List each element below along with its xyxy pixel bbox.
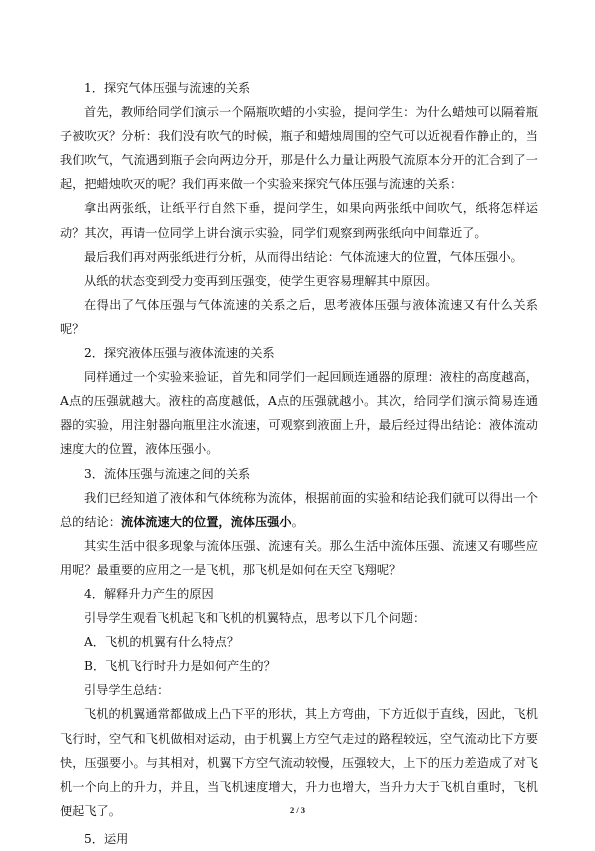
paragraph: 最后我们再对两张纸进行分析，从而得出结论：气体流速大的位置，气体压强小。 [84, 249, 523, 264]
paragraph: 在得出了气体压强与气体流速的关系之后，思考液体压强与液体流速又有什么关系呢？ [60, 297, 538, 336]
paragraph: 引导学生总结： [84, 683, 170, 698]
question-a: A．飞机的机翼有什么特点？ [84, 635, 240, 650]
conclusion-bold: 流体流速大的位置，流体压强小 [120, 514, 292, 529]
paragraph: 其实生活中很多现象与流体压强、流速有关。那么生活中流体压强、流速又有哪些应用呢？最重要的应用之一是飞机，那飞机是如何在天空飞翔呢？ [60, 538, 538, 577]
section-heading-3: 3．流体压强与流速之间的关系 [84, 466, 251, 481]
paragraph: 引导学生观看飞机起飞和飞机的机翼特点，思考以下几个问题： [84, 611, 426, 626]
page-number: 2 / 3 [289, 805, 306, 815]
summary-paragraph: 飞机的机翼通常都做成上凸下平的形状，其上方弯曲，下方近似于直线，因此，飞机飞行时，空气和飞机做相对运动，由于机翼上方空气走过的路程较远，空气流动比下方要快，压强要小。与其相对，机翼下方空气流动较慢，压强较大，上下的压力差造成了对飞机一个向上的升力，并且，当飞机速度增大，升力也增大，当升力大于飞机自重时，飞机便起飞了。 [60, 707, 538, 818]
section-heading-2: 2．探究液体压强与液体流速的关系 [84, 346, 275, 361]
section-heading-5: 5．运用 [84, 831, 129, 846]
conclusion-intro: 我们已经知道了液体和气体统称为流体，根据前面的实验和结论我们就可以得出一个总的结论： [60, 490, 538, 529]
paragraph: 首先，教师给同学们演示一个隔瓶吹蜡的小实验，提问学生：为什么蜡烛可以隔着瓶子被吹灭？分析：我们没有吹气的时候，瓶子和蜡烛周围的空气可以近视看作静止的，当我们吹气，气流遇到瓶子会向两边分开，那是什么力量让两股气流原本分开的汇合到了一起，把蜡烛吹灭的呢？我们再来做一个实验来探究气体压强与流速的关系： [60, 105, 538, 192]
section-heading-4: 4．解释升力产生的原因 [84, 586, 214, 601]
question-b: B．飞机飞行时升力是如何产生的？ [84, 659, 276, 674]
conclusion-end: 。 [291, 514, 304, 529]
conclusion-paragraph [60, 486, 538, 534]
paragraph: 从纸的状态变到受力变再到压强变，使学生更容易理解其中原因。 [84, 273, 438, 288]
section-heading-1: 1．探究气体压强与流速的关系 [84, 81, 251, 95]
paragraph: 拿出两张纸，让纸平行自然下垂，提问学生，如果向两张纸中间吹气，纸将怎样运动？其次，再请一位同学上讲台演示实验，同学们观察到两张纸向中间靠近了。 [60, 201, 538, 240]
document-body [60, 76, 538, 851]
paragraph: 同样通过一个实验来验证，首先和同学们一起回顾连通器的原理：液柱的高度越高，A点的压强就越大。液柱的高度越低，A点的压强就越小。其次，给同学们演示简易连通器的实验，用注射器向瓶里注水流速，可观察到液面上升，最后经过得出结论：液体流动速度大的位置，液体压强小。 [60, 370, 538, 457]
